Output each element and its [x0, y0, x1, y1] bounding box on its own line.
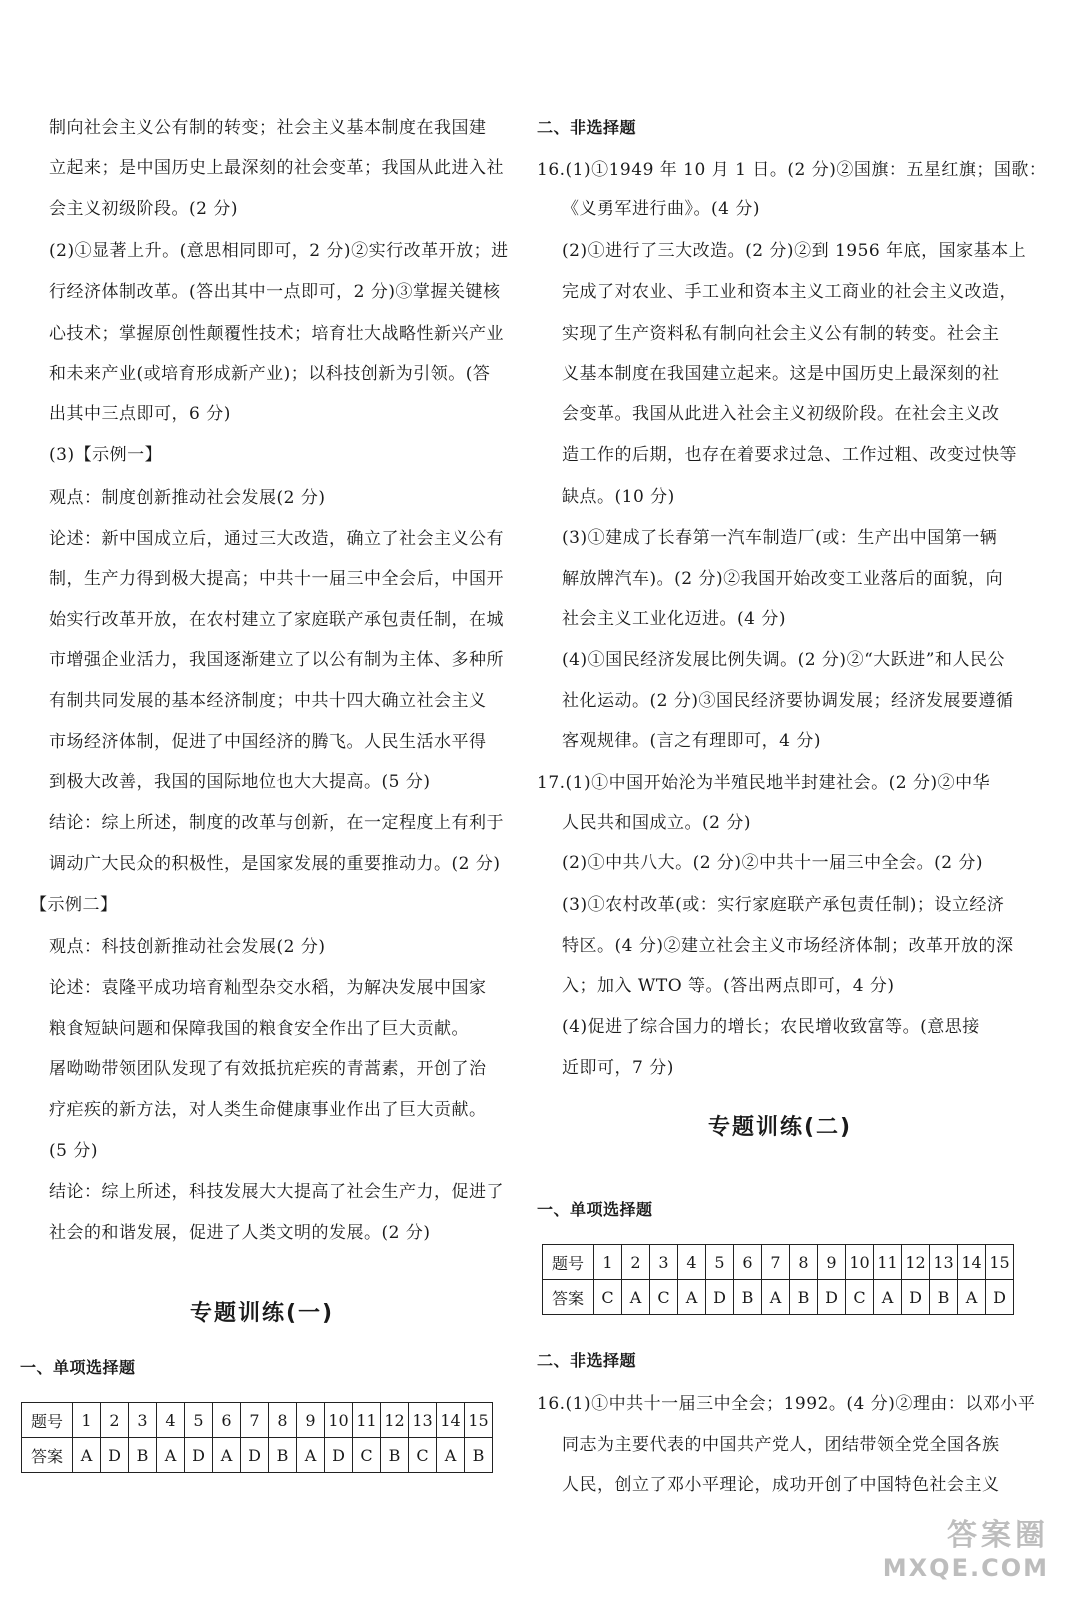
- question-number-cell: 5: [185, 1403, 213, 1438]
- answer-text-line: 入；加入 WTO 等。(答出两点即可，4 分): [562, 976, 895, 996]
- answer-cell: D: [241, 1438, 269, 1473]
- answer-text-line: 造工作的后期，也存在着要求过急、工作过粗、改变过快等: [562, 445, 1017, 465]
- question-number-cell: 10: [846, 1245, 874, 1280]
- answer-text-line: 屠呦呦带领团队发现了有效抵抗疟疾的青蒿素，开创了治: [49, 1059, 487, 1079]
- answer-text-line: 有制共同发展的基本经济制度；中共十四大确立社会主义: [49, 691, 487, 711]
- row-label: 答案: [22, 1438, 73, 1473]
- answer-text-line: 立起来；是中国历史上最深刻的社会变革；我国从此进入社: [49, 158, 504, 178]
- section-heading: 二、非选择题: [537, 118, 637, 137]
- question-number-cell: 1: [594, 1245, 622, 1280]
- table-row: [22, 1438, 493, 1473]
- answer-text-line: 完成了对农业、手工业和资本主义工商业的社会主义改造，: [562, 282, 1017, 302]
- answer-text-line: 观点：制度创新推动社会发展(2 分): [49, 488, 326, 508]
- answer-text-line: 特区。(4 分)②建立社会主义市场经济体制；改革开放的深: [562, 936, 1014, 956]
- question-number-cell: 2: [622, 1245, 650, 1280]
- question-number-cell: 7: [241, 1403, 269, 1438]
- answer-table: [21, 1402, 493, 1473]
- answer-cell: D: [185, 1438, 213, 1473]
- question-number-cell: 9: [818, 1245, 846, 1280]
- answer-text-line: (2)①中共八大。(2 分)②中共十一届三中全会。(2 分): [562, 853, 984, 873]
- answer-text-line: 疗疟疾的新方法，对人类生命健康事业作出了巨大贡献。: [49, 1100, 487, 1120]
- answer-text-line: 市增强企业活力，我国逐渐建立了以公有制为主体、多种所: [49, 650, 504, 670]
- watermark-top: 答案圈: [947, 1518, 1049, 1553]
- answer-cell: C: [650, 1280, 678, 1315]
- question-number-cell: 12: [902, 1245, 930, 1280]
- question-number-cell: 8: [269, 1403, 297, 1438]
- question-number-cell: 14: [437, 1403, 465, 1438]
- answer-cell: A: [297, 1438, 325, 1473]
- answer-text-line: 社会的和谐发展，促进了人类文明的发展。(2 分): [49, 1223, 431, 1243]
- question-number-cell: 4: [157, 1403, 185, 1438]
- answer-text-line: 《义勇军进行曲》。(4 分): [562, 199, 760, 219]
- answer-text-line: 社化运动。(2 分)③国民经济要协调发展；经济发展要遵循: [562, 691, 1014, 711]
- answer-text-line: 结论：综上所述，科技发展大大提高了社会生产力，促进了: [49, 1182, 504, 1202]
- question-number-cell: 7: [762, 1245, 790, 1280]
- section-heading: 一、单项选择题: [20, 1358, 136, 1377]
- answer-text-line: 人民共和国成立。(2 分): [562, 813, 751, 833]
- answer-cell: B: [465, 1438, 493, 1473]
- answer-cell: B: [269, 1438, 297, 1473]
- answer-text-line: 制向社会主义公有制的转变；社会主义基本制度在我国建: [49, 118, 487, 138]
- answer-text-line: 社会主义工业化迈进。(4 分): [562, 609, 786, 629]
- answer-text-line: (4)①国民经济发展比例失调。(2 分)②“大跃进”和人民公: [562, 650, 1005, 670]
- answer-cell: D: [101, 1438, 129, 1473]
- answer-text-line: (3)【示例一】: [49, 445, 163, 465]
- row-label: 答案: [543, 1280, 594, 1315]
- question-number-cell: 4: [678, 1245, 706, 1280]
- question-number-cell: 13: [409, 1403, 437, 1438]
- answer-cell: D: [818, 1280, 846, 1315]
- answer-cell: D: [986, 1280, 1014, 1315]
- answer-text-line: 论述：袁隆平成功培育籼型杂交水稻，为解决发展中国家: [49, 978, 487, 998]
- question-number-cell: 3: [650, 1245, 678, 1280]
- answer-text-line: (2)①显著上升。(意思相同即可，2 分)②实行改革开放；进: [49, 241, 509, 261]
- answer-text-line: 行经济体制改革。(答出其中一点即可，2 分)③掌握关键核: [49, 282, 501, 302]
- answer-text-line: 始实行改革开放，在农村建立了家庭联产承包责任制，在城: [49, 610, 504, 630]
- answer-text-line: 会主义初级阶段。(2 分): [49, 199, 238, 219]
- answer-text-line: (4)促进了综合国力的增长；农民增收致富等。(意思接: [562, 1017, 980, 1037]
- question-number-cell: 1: [73, 1403, 101, 1438]
- answer-text-line: 观点：科技创新推动社会发展(2 分): [49, 937, 326, 957]
- answer-cell: B: [129, 1438, 157, 1473]
- answer-text-line: 人民，创立了邓小平理论，成功开创了中国特色社会主义: [562, 1475, 1000, 1495]
- row-label: 题号: [22, 1403, 73, 1438]
- answer-text-line: 会变革。我国从此进入社会主义初级阶段。在社会主义改: [562, 404, 1000, 424]
- answer-cell: A: [622, 1280, 650, 1315]
- answer-cell: A: [874, 1280, 902, 1315]
- answer-cell: A: [157, 1438, 185, 1473]
- answer-text-line: 实现了生产资料私有制向社会主义公有制的转变。社会主: [562, 324, 1000, 344]
- question-number-cell: 11: [353, 1403, 381, 1438]
- answer-text-line: 近即可，7 分): [562, 1058, 674, 1078]
- answer-cell: A: [762, 1280, 790, 1315]
- question-number-cell: 11: [874, 1245, 902, 1280]
- answer-cell: A: [437, 1438, 465, 1473]
- section-heading: 二、非选择题: [537, 1351, 637, 1370]
- question-number-cell: 5: [706, 1245, 734, 1280]
- question-number-cell: 6: [213, 1403, 241, 1438]
- answer-text-line: 16.(1)①中共十一届三中全会；1992。(4 分)②理由：以邓小平: [537, 1394, 1036, 1414]
- answer-text-line: 和未来产业(或培育形成新产业)；以科技创新为引领。(答: [49, 364, 491, 384]
- question-number-cell: 10: [325, 1403, 353, 1438]
- answer-text-line: (3)①建成了长春第一汽车制造厂(或：生产出中国第一辆: [562, 528, 998, 548]
- section-title: 专题训练(二): [708, 1115, 853, 1140]
- answer-text-line: 论述：新中国成立后，通过三大改造，确立了社会主义公有: [49, 529, 504, 549]
- answer-text-line: 结论：综上所述，制度的改革与创新，在一定程度上有利于: [49, 813, 504, 833]
- answer-text-line: 到极大改善，我国的国际地位也大大提高。(5 分): [49, 772, 431, 792]
- answer-text-line: 粮食短缺问题和保障我国的粮食安全作出了巨大贡献。: [49, 1019, 469, 1039]
- answer-text-line: 17.(1)①中国开始沦为半殖民地半封建社会。(2 分)②中华: [537, 773, 991, 793]
- table-row: [22, 1403, 493, 1438]
- answer-cell: A: [73, 1438, 101, 1473]
- answer-text-line: 【示例二】: [30, 895, 118, 915]
- table-row: [543, 1245, 1014, 1280]
- answer-text-line: 义基本制度在我国建立起来。这是中国历史上最深刻的社: [562, 364, 1000, 384]
- answer-text-line: 出其中三点即可，6 分): [49, 404, 231, 424]
- answer-text-line: (2)①进行了三大改造。(2 分)②到 1956 年底，国家基本上: [562, 241, 1027, 261]
- question-number-cell: 13: [930, 1245, 958, 1280]
- answer-text-line: 调动广大民众的积极性，是国家发展的重要推动力。(2 分): [49, 854, 501, 874]
- answer-text-line: 解放牌汽车)。(2 分)②我国开始改变工业落后的面貌，向: [562, 569, 1004, 589]
- question-number-cell: 15: [986, 1245, 1014, 1280]
- question-number-cell: 3: [129, 1403, 157, 1438]
- question-number-cell: 2: [101, 1403, 129, 1438]
- answer-text-line: 市场经济体制，促进了中国经济的腾飞。人民生活水平得: [49, 732, 487, 752]
- watermark: [883, 1510, 1049, 1582]
- answer-cell: C: [594, 1280, 622, 1315]
- answer-cell: D: [902, 1280, 930, 1315]
- section-heading: 一、单项选择题: [537, 1200, 653, 1219]
- answer-cell: B: [734, 1280, 762, 1315]
- answer-cell: C: [846, 1280, 874, 1315]
- question-number-cell: 14: [958, 1245, 986, 1280]
- question-number-cell: 12: [381, 1403, 409, 1438]
- answer-cell: A: [678, 1280, 706, 1315]
- answer-cell: C: [409, 1438, 437, 1473]
- answer-cell: D: [325, 1438, 353, 1473]
- answer-text-line: 心技术；掌握原创性颠覆性技术；培育壮大战略性新兴产业: [49, 324, 504, 344]
- row-label: 题号: [543, 1245, 594, 1280]
- answer-text-line: 客观规律。(言之有理即可，4 分): [562, 731, 821, 751]
- answer-text-line: (3)①农村改革(或：实行家庭联产承包责任制)；设立经济: [562, 895, 1005, 915]
- answer-cell: B: [930, 1280, 958, 1315]
- watermark-bottom: MXQE.COM: [882, 1554, 1049, 1582]
- answer-text-line: 制，生产力得到极大提高；中共十一届三中全会后，中国开: [49, 569, 504, 589]
- answer-text-line: (5 分): [49, 1141, 98, 1161]
- answer-text-line: 同志为主要代表的中国共产党人，团结带领全党全国各族: [562, 1435, 1000, 1455]
- answer-cell: D: [706, 1280, 734, 1315]
- answer-cell: B: [381, 1438, 409, 1473]
- table-row: [543, 1280, 1014, 1315]
- answer-cell: A: [958, 1280, 986, 1315]
- question-number-cell: 8: [790, 1245, 818, 1280]
- question-number-cell: 6: [734, 1245, 762, 1280]
- answer-cell: A: [213, 1438, 241, 1473]
- answer-cell: C: [353, 1438, 381, 1473]
- answer-text-line: 缺点。(10 分): [562, 487, 675, 507]
- question-number-cell: 9: [297, 1403, 325, 1438]
- section-title: 专题训练(一): [190, 1301, 335, 1326]
- answer-cell: B: [790, 1280, 818, 1315]
- answer-text-line: 16.(1)①1949 年 10 月 1 日。(2 分)②国旗：五星红旗；国歌：: [537, 160, 1047, 180]
- answer-table: [542, 1244, 1014, 1315]
- question-number-cell: 15: [465, 1403, 493, 1438]
